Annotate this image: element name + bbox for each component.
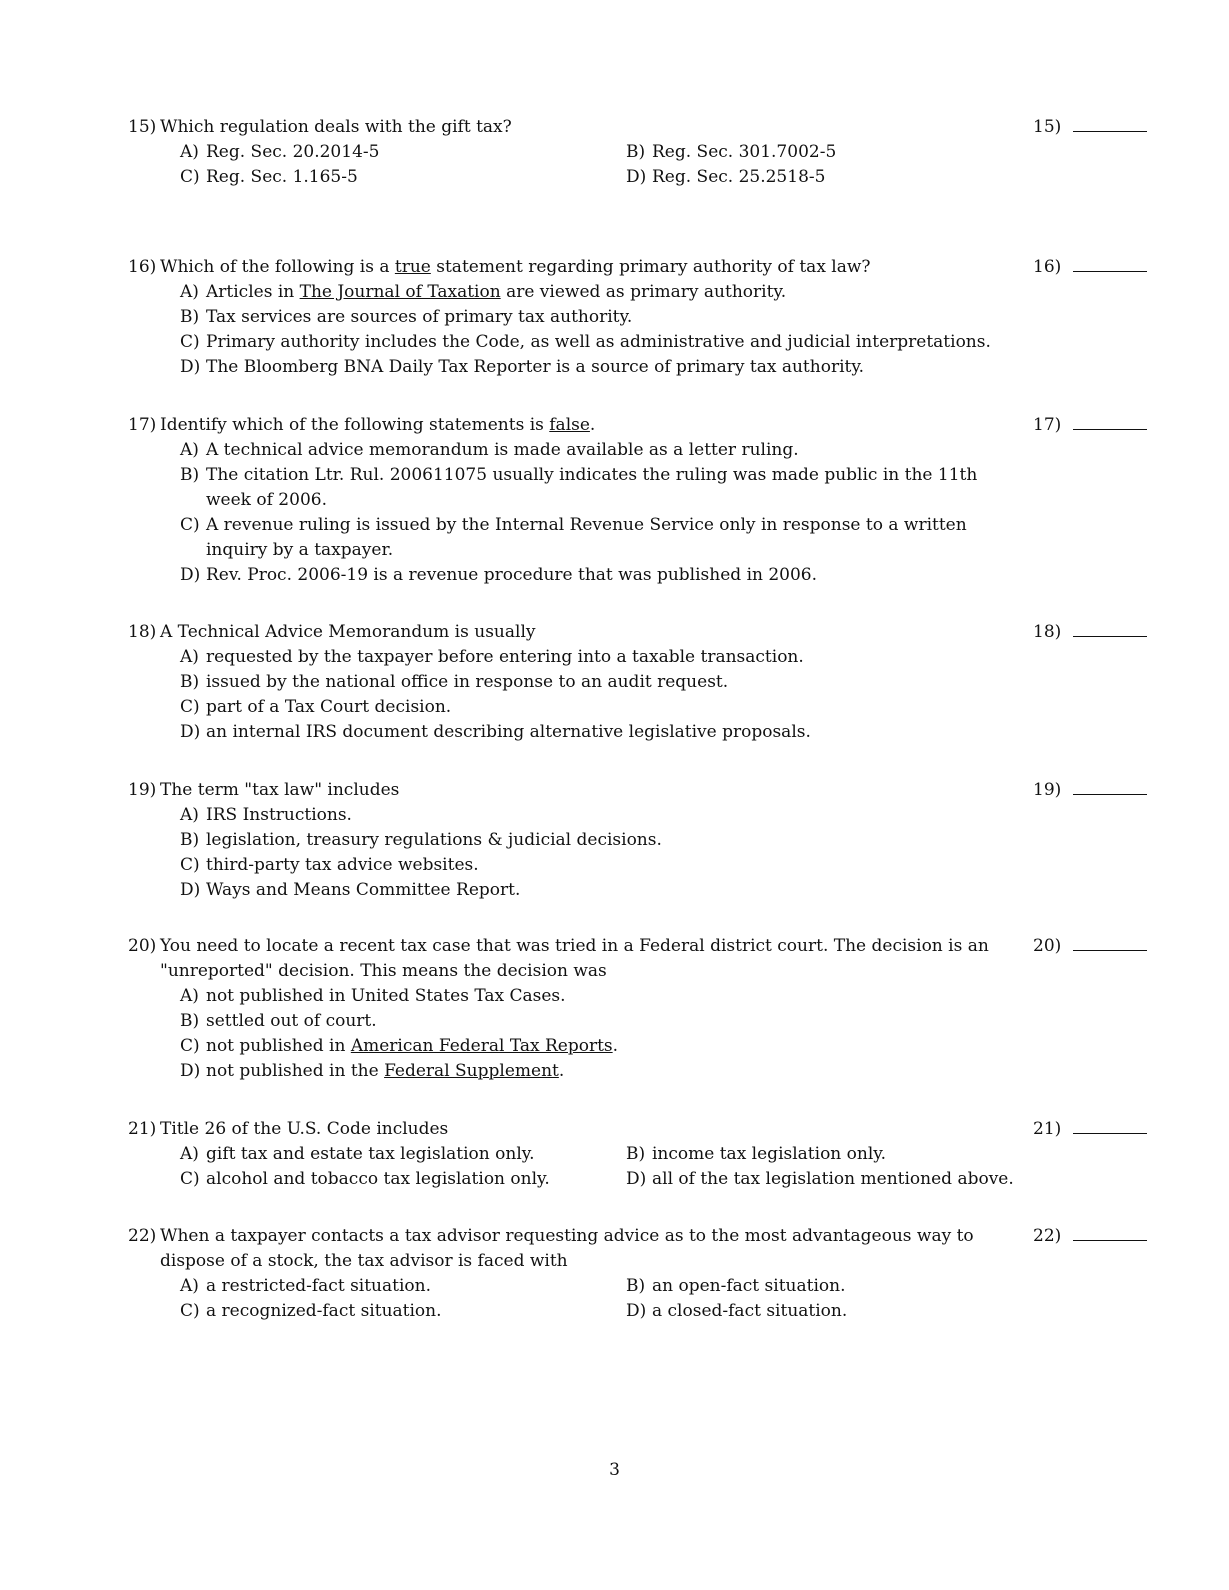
answer-label: 20) — [1033, 936, 1062, 956]
option-text: gift tax and estate tax legislation only. — [206, 1144, 535, 1164]
option-text — [206, 1034, 996, 1059]
option-text: settled out of court. — [206, 1011, 377, 1031]
option-letter: B) — [626, 1276, 646, 1296]
question-number: 16) — [128, 257, 157, 277]
stem-pre: Which of the following is a — [160, 257, 395, 277]
option-c[interactable] — [180, 695, 1158, 720]
option-letter: A) — [180, 440, 199, 460]
option-letter: A) — [180, 647, 199, 667]
stem-pre: Identify which of the following statements is — [160, 415, 550, 435]
option-a[interactable] — [180, 645, 1158, 670]
option-letter: C) — [180, 167, 200, 187]
option-letter: A) — [180, 1276, 199, 1296]
question-text — [160, 413, 1010, 438]
answer-label: 16) — [1033, 257, 1062, 277]
option-text: Reg. Sec. 20.2014-5 — [206, 142, 380, 162]
option-letter: B) — [180, 830, 200, 850]
answer-blank[interactable] — [1073, 257, 1147, 272]
option-letter: D) — [180, 357, 201, 377]
question-22 — [128, 1224, 1158, 1324]
publication-title: Federal Supplement — [384, 1061, 559, 1081]
question-text: Which regulation deals with the gift tax? — [160, 117, 512, 137]
option-letter: D) — [180, 565, 201, 585]
question-stem — [128, 620, 1158, 645]
option-text: income tax legislation only. — [652, 1144, 887, 1164]
option-c[interactable] — [180, 1299, 626, 1324]
option-letter: D) — [626, 1301, 647, 1321]
option-b[interactable] — [626, 1274, 1026, 1299]
option-letter: C) — [180, 515, 200, 535]
text-post: . — [558, 1061, 565, 1081]
option-text: alcohol and tobacco tax legislation only. — [206, 1169, 550, 1189]
answer-slot[interactable] — [1033, 1224, 1147, 1249]
option-letter: C) — [180, 1301, 200, 1321]
option-letter: B) — [626, 1144, 646, 1164]
option-letter: A) — [180, 142, 199, 162]
answer-blank[interactable] — [1073, 1226, 1147, 1241]
option-text: issued by the national office in response to an audit request. — [206, 672, 729, 692]
answer-slot[interactable] — [1033, 115, 1147, 140]
question-number: 15) — [128, 117, 157, 137]
answer-label: 22) — [1033, 1226, 1062, 1246]
question-number: 19) — [128, 780, 157, 800]
option-d[interactable] — [180, 878, 1158, 903]
options — [180, 645, 1158, 745]
options — [180, 438, 1158, 588]
answer-label: 17) — [1033, 415, 1062, 435]
option-c[interactable] — [180, 1034, 1158, 1059]
question-19 — [128, 778, 1158, 903]
option-letter: B) — [180, 1011, 200, 1031]
publication-title: The Journal of Taxation — [299, 282, 501, 302]
answer-blank[interactable] — [1073, 936, 1147, 951]
stem-post: . — [589, 415, 596, 435]
answer-slot[interactable] — [1033, 934, 1147, 959]
option-letter: B) — [180, 465, 200, 485]
answer-blank[interactable] — [1073, 117, 1147, 132]
option-letter: D) — [626, 1169, 647, 1189]
question-16 — [128, 255, 1158, 380]
question-stem — [128, 778, 1158, 803]
option-text: IRS Instructions. — [206, 805, 352, 825]
answer-slot[interactable] — [1033, 778, 1147, 803]
option-letter: C) — [180, 697, 200, 717]
option-letter: D) — [180, 880, 201, 900]
stem-emphasis: false — [549, 415, 590, 435]
answer-blank[interactable] — [1073, 1119, 1147, 1134]
option-c[interactable] — [180, 165, 626, 190]
option-letter: C) — [180, 1169, 200, 1189]
option-letter: D) — [180, 1061, 201, 1081]
question-20 — [128, 934, 1158, 1084]
option-c[interactable] — [180, 1167, 626, 1192]
option-text: Rev. Proc. 2006-19 is a revenue procedure that was published in 2006. — [206, 565, 818, 585]
option-letter: B) — [626, 142, 646, 162]
option-d[interactable] — [180, 563, 1158, 588]
text-pre: not published in — [206, 1036, 351, 1056]
option-text: third-party tax advice websites. — [206, 855, 479, 875]
option-a[interactable] — [180, 984, 1158, 1009]
option-a[interactable] — [180, 1142, 626, 1167]
answer-label: 18) — [1033, 622, 1062, 642]
option-text: a restricted-fact situation. — [206, 1276, 432, 1296]
question-stem — [128, 934, 1158, 984]
option-letter: D) — [626, 167, 647, 187]
option-c[interactable] — [180, 330, 1158, 355]
option-text: Reg. Sec. 301.7002-5 — [652, 142, 837, 162]
option-text: A technical advice memorandum is made available as a letter ruling. — [206, 440, 799, 460]
question-text — [160, 255, 1010, 280]
option-text: Tax services are sources of primary tax authority. — [206, 307, 633, 327]
option-c[interactable] — [180, 853, 1158, 878]
option-d[interactable] — [180, 355, 1158, 380]
option-a[interactable] — [180, 438, 1158, 463]
question-text: The term "tax law" includes — [160, 780, 400, 800]
answer-slot[interactable] — [1033, 620, 1147, 645]
option-text: not published in United States Tax Cases. — [206, 986, 566, 1006]
option-text: The Bloomberg BNA Daily Tax Reporter is a source of primary tax authority. — [206, 357, 865, 377]
text-pre: not published in the — [206, 1061, 385, 1081]
answer-label: 15) — [1033, 117, 1062, 137]
answer-slot[interactable] — [1033, 255, 1147, 280]
page-number: 3 — [609, 1460, 620, 1480]
options — [180, 984, 1158, 1084]
option-a[interactable] — [180, 140, 626, 165]
question-17 — [128, 413, 1158, 588]
option-letter: A) — [180, 282, 199, 302]
option-b[interactable] — [180, 305, 1158, 330]
option-c[interactable] — [180, 513, 1158, 563]
question-number: 17) — [128, 415, 157, 435]
question-text: Title 26 of the U.S. Code includes — [160, 1119, 449, 1139]
option-text: a closed-fact situation. — [652, 1301, 848, 1321]
option-b[interactable] — [180, 670, 1158, 695]
stem-post: statement regarding primary authority of tax law? — [430, 257, 871, 277]
option-d[interactable] — [180, 1059, 1158, 1084]
option-letter: B) — [180, 307, 200, 327]
option-letter: C) — [180, 332, 200, 352]
answer-blank[interactable] — [1073, 780, 1147, 795]
answer-slot[interactable] — [1033, 1117, 1147, 1142]
answer-blank[interactable] — [1073, 415, 1147, 430]
option-b[interactable] — [626, 140, 1026, 165]
question-number: 22) — [128, 1226, 157, 1246]
option-text: The citation Ltr. Rul. 200611075 usually indicates the ruling was made public in the 11th week of 2006. — [206, 465, 978, 510]
option-letter: B) — [180, 672, 200, 692]
question-text: A Technical Advice Memorandum is usually — [160, 622, 536, 642]
option-b[interactable] — [626, 1142, 1026, 1167]
answer-label: 21) — [1033, 1119, 1062, 1139]
question-text: You need to locate a recent tax case that was tried in a Federal district court. The decision is an "unreported" decision. This means the decision was — [160, 936, 989, 981]
option-b[interactable] — [180, 463, 1158, 513]
question-stem — [128, 1224, 1158, 1274]
option-d[interactable] — [180, 720, 1158, 745]
option-letter: C) — [180, 1036, 200, 1056]
question-21 — [128, 1117, 1158, 1192]
option-text — [206, 280, 996, 305]
answer-label: 19) — [1033, 780, 1062, 800]
options — [180, 1142, 1158, 1192]
option-a[interactable] — [180, 1274, 626, 1299]
option-a[interactable] — [180, 803, 1158, 828]
question-stem — [128, 115, 1158, 140]
options — [180, 280, 1158, 380]
question-text: When a taxpayer contacts a tax advisor requesting advice as to the most advantageous way to dispose of a stock, the tax advisor is faced with — [160, 1226, 974, 1271]
text-post: are viewed as primary authority. — [500, 282, 787, 302]
text-post: . — [612, 1036, 619, 1056]
question-number: 18) — [128, 622, 157, 642]
options — [180, 1274, 1158, 1324]
option-text: Primary authority includes the Code, as well as administrative and judicial interpretations. — [206, 332, 991, 352]
option-text: an open-fact situation. — [652, 1276, 846, 1296]
option-text: Ways and Means Committee Report. — [206, 880, 521, 900]
option-letter: A) — [180, 986, 199, 1006]
option-b[interactable] — [180, 828, 1158, 853]
option-text: all of the tax legislation mentioned above. — [652, 1169, 1014, 1189]
question-number: 21) — [128, 1119, 157, 1139]
option-text: an internal IRS document describing alternative legislative proposals. — [206, 722, 811, 742]
stem-emphasis: true — [394, 257, 431, 277]
option-d[interactable] — [626, 1167, 1026, 1192]
option-text: legislation, treasury regulations & judicial decisions. — [206, 830, 662, 850]
option-text — [206, 1059, 996, 1084]
option-text: part of a Tax Court decision. — [206, 697, 452, 717]
option-letter: C) — [180, 855, 200, 875]
option-b[interactable] — [180, 1009, 1158, 1034]
answer-slot[interactable] — [1033, 413, 1147, 438]
question-stem — [128, 413, 1158, 438]
option-text: requested by the taxpayer before entering into a taxable transaction. — [206, 647, 804, 667]
question-18 — [128, 620, 1158, 745]
option-letter: A) — [180, 1144, 199, 1164]
answer-blank[interactable] — [1073, 622, 1147, 637]
option-a[interactable] — [180, 280, 1158, 305]
option-text: a recognized-fact situation. — [206, 1301, 442, 1321]
options — [180, 140, 1158, 190]
option-d[interactable] — [626, 1299, 1026, 1324]
question-15 — [128, 115, 1158, 190]
question-stem — [128, 1117, 1158, 1142]
option-letter: A) — [180, 805, 199, 825]
option-d[interactable] — [626, 165, 1026, 190]
option-text: Reg. Sec. 25.2518-5 — [652, 167, 826, 187]
question-stem — [128, 255, 1158, 280]
option-text: Reg. Sec. 1.165-5 — [206, 167, 358, 187]
question-number: 20) — [128, 936, 157, 956]
option-text: A revenue ruling is issued by the Internal Revenue Service only in response to a written inquiry by a taxpayer. — [206, 515, 967, 560]
options — [180, 803, 1158, 903]
option-letter: D) — [180, 722, 201, 742]
publication-title: American Federal Tax Reports — [350, 1036, 613, 1056]
text-pre: Articles in — [206, 282, 300, 302]
